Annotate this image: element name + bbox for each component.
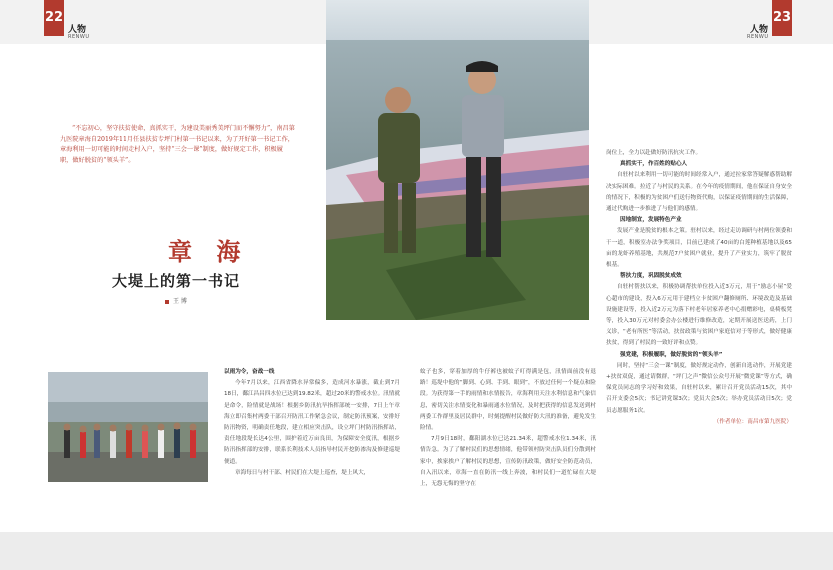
col2-paragraph-2: 7月9日18时，鄱阳湖水位已达21.34米，超警戒水位1.34米，汛情告急。为了了解村民们的思想情绪，他带领村防突击队员们分散到村家中，挨家挨户了解村民的思想，宣传防汛政策，做好安全防范动员，自入汛以来，章海一直在防汛一线上奔波，和村民们一道忙碌在大堤上，无怨无悔的坚守在 <box>420 436 596 488</box>
photo-levee-two-men <box>326 0 589 320</box>
left-page-number: 22 <box>44 0 64 36</box>
lead-quote: “不忘初心，坚守扶贫使命，真抓实干，为建设美丽秀美坪门而不懈努力”，南昌第九医院章海自2019年11月任县扶贫专坪门村第一书记以来，为了开好第一书记工作，章海利用一切可能的时间走村入户，坚持“三会一课”制度，做好规定工作，积极履职，做好脱贫的“领头羊”。 <box>60 125 295 164</box>
col3-heading-2: 因地制宜，发展特色产业 <box>620 217 682 224</box>
col3-heading-3: 帮扶力度，巩固脱贫成效 <box>620 273 682 280</box>
col3-paragraph-0: 岗位上，全力以赴做好防汛抗灾工作。 <box>606 150 702 156</box>
article-column-1 <box>224 367 400 479</box>
photo-levee-image <box>326 0 589 320</box>
col1-heading: 以雨为令，奋战一线 <box>224 369 275 375</box>
article-column-2 <box>420 367 596 490</box>
left-section-en: RENWU <box>68 34 90 40</box>
article-subtitle: 大堤上的第一书记 <box>112 272 241 290</box>
col3-paragraph-4: 同时，坚持“三会一课”制度，做好规定动作，创新自选动作，开展党建+扶贫双促，通过请微群，“坪门之声”微信公众号开展“微党课”等方式，确保党员同志的学习好和效果，自驻村以来，累计召开党员活动15次，其中召开支委会5次；书记讲党课3次；党员大会5次；举办党员活动日5次；党员志愿服务1次。 <box>606 362 792 414</box>
col3-paragraph-1: 自驻村以来利用一切可能的时间经常入户，通过拉家常答疑解惑帮助解决实际困难。拉近了与村民的关系。在今年的疫情期间，他在保证自身安全的情况下，积极的为贫困户们送行物资代购，以保证疫情期间的生活保障，通过代购进一步推进了与他们的感情。 <box>606 172 792 213</box>
bottom-margin-band <box>0 532 833 570</box>
col1-paragraph-1: 今年7月以来，江西省降水异常偏多，造成河水暴涨，截止到7月18日，鄱江昌昌四水位已达到19.82米，超过20米的警戒水位。汛情就是命令，险情就是战场！根据乡防汛抗旱指挥部统一安排，7日上午章海立即召集村两委干部召开防汛工作紧急会议，制定防汛预案，安排好防汛物资，明确责任地段，建立相应突击队，设立坪门村防汛指挥站，责任地段堤长达4公里，围护着近万亩良田，为保障安全度汛，根据乡防汛指挥部的安排，联系长利技术人员指导村民开挖防渗沟及修建巡堤便道。 <box>224 380 400 465</box>
col2-paragraph-1: 蚊子也多，穿着加厚的牛仔裤也被蚊子叮得满是包，汛情面前没有退路！巡堤中他的“脚到、心到、手到、眼到”，不放过任何一个疑点和险段。为获得第一手的雨情和水情报告，章海利用天注水利信息和气象信息，密切关注水情变化和暴雨通水位情况，及时把获得的信息发送到村两委工作群里及居民群中，时刻提醒村民做好防大汛的准备，避免发生险情。 <box>420 369 596 432</box>
col3-paragraph-2: 发展产业是脱贫的根本之策。驻村以来，经过走访调研与村两位领委和干一道，积极室办法争奖项目，目前已建成了40亩的白莲种植基地以及65亩的龙虾养殖基地，共规范7户贫困户就业，提升了产业实力，筑牢了脱贫根基。 <box>606 228 792 269</box>
author-affiliation: （作者单位：南昌市第九医院） <box>713 418 792 425</box>
author-line <box>165 296 187 305</box>
article-title: 章 海 <box>168 237 249 266</box>
col1-paragraph-2: 章海每日与村干部、村民们在大堤上巡查，堤上风大， <box>235 469 370 476</box>
right-page-number: 23 <box>772 0 792 36</box>
author-marker <box>165 300 169 304</box>
left-section-title: 人物 <box>68 25 87 35</box>
right-section-title: 人物 <box>750 25 769 35</box>
col3-heading-1: 真抓实干，作百姓的贴心人 <box>620 161 688 168</box>
article-column-3 <box>606 148 792 428</box>
col3-heading-4: 强党建，积极履职，做好脱贫的“领头羊” <box>620 351 723 358</box>
right-section-en: RENWU <box>747 34 769 40</box>
author-name: 王 博 <box>173 298 187 305</box>
photo-group-image <box>48 372 208 482</box>
photo-group-on-levee <box>48 372 208 482</box>
col3-paragraph-3: 自驻村帮扶以来，积极协调帮扶单位投入近3万元，用于“励志小屋”爱心超市的建设，投入6万元用于建档立卡贫困户翻修厕所、环境改造及基础设施建设等，投入近2万元为落下村老年居家养老中心捐赠彩电，桌椅板凳等，投入30万元对村委会办公楼进行维修改造，定期开展送医送药，上门义诊，“老有所医”等活动，扶贫政策与贫困户家庭信对于等形式，做好健康扶贫，得到了村民的一致好评和点赞。 <box>606 284 792 347</box>
